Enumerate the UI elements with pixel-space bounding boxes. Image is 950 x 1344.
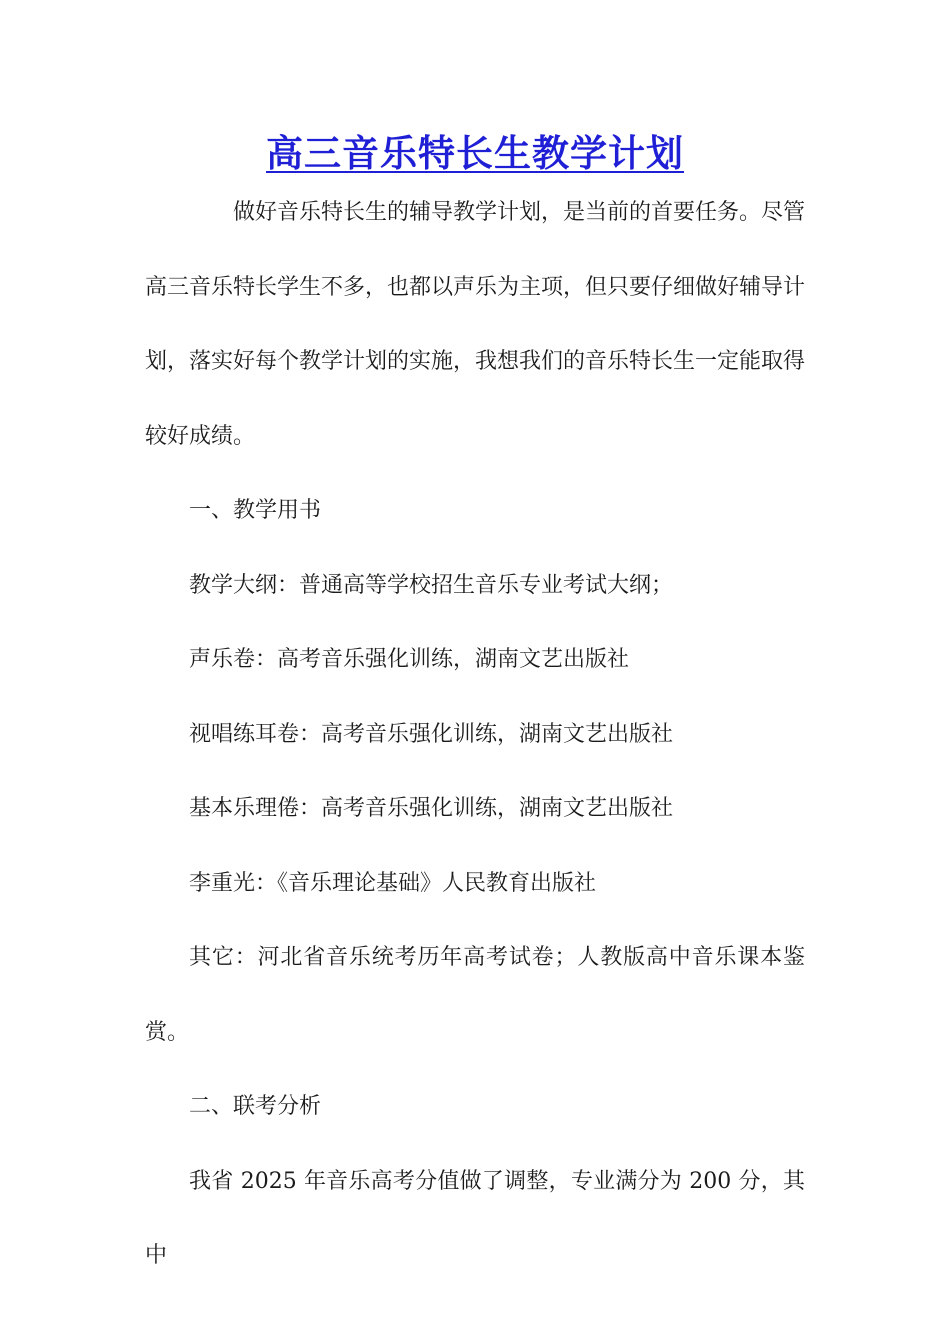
textbook-item-syllabus: 教学大纲：普通高等学校招生音乐专业考试大纲； bbox=[189, 572, 674, 598]
exam-analysis-paragraph: 我省 2025 年音乐高考分值做了调整，专业满分为 200 分，其中 bbox=[145, 1168, 805, 1268]
textbook-item-vocal: 声乐卷：高考音乐强化训练，湖南文艺出版社 bbox=[189, 647, 630, 672]
intro-paragraph: 做好音乐特长生的辅导教学计划，是当前的首要任务。尽管高三音乐特长学生不多，也都以声乐为主项，但只要仔细做好辅导计划，落实好每个教学计划的实施，我想我们的音乐特长生一定能取得较好成绩。 bbox=[145, 200, 806, 449]
document-body bbox=[145, 176, 805, 1294]
textbook-item-sight-singing: 视唱练耳卷：高考音乐强化训练，湖南文艺出版社 bbox=[189, 721, 674, 747]
section-heading-exam-analysis: 二、联考分析 bbox=[189, 1094, 322, 1119]
textbook-item-other: 其它：河北省音乐统考历年高考试卷；人教版高中音乐课本鉴赏。 bbox=[145, 945, 805, 1045]
document-title: 高三音乐特长生教学计划 bbox=[266, 131, 684, 175]
textbook-item-li-chongguang: 李重光：《音乐理论基础》人民教育出版社 bbox=[189, 870, 597, 896]
textbook-item-music-theory: 基本乐理倦：高考音乐强化训练，湖南文艺出版社 bbox=[189, 796, 674, 821]
section-heading-textbooks: 一、教学用书 bbox=[189, 498, 322, 523]
